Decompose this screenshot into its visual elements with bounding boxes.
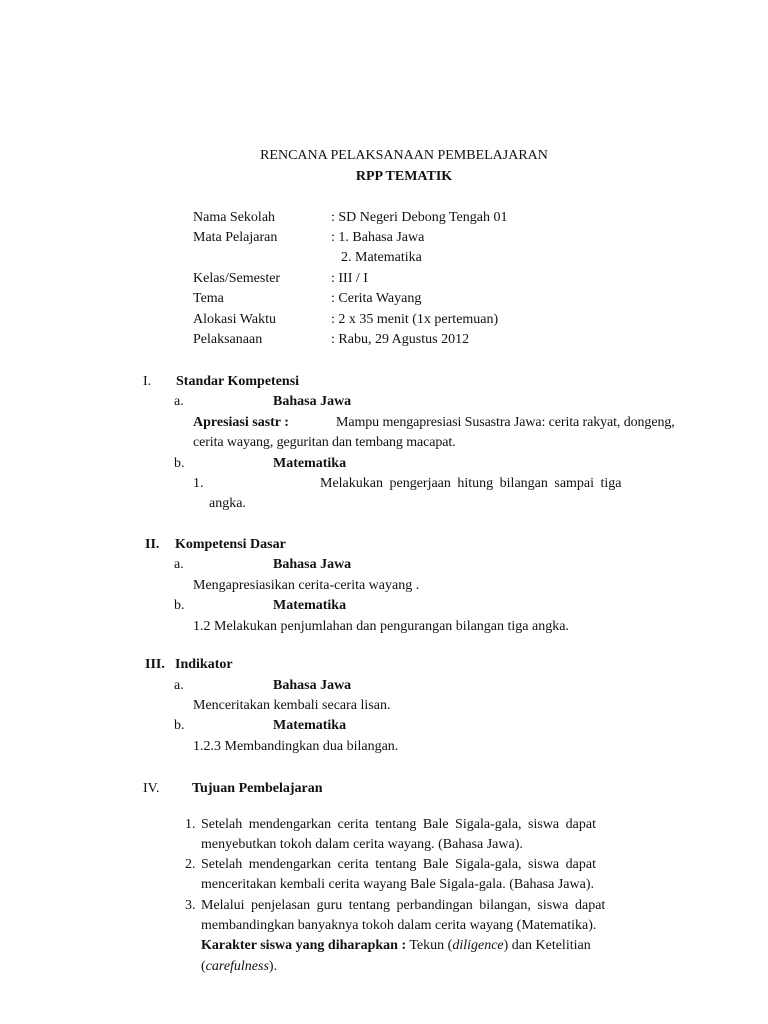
label-tema: Tema	[193, 291, 224, 306]
karakter-italic: carefulness	[205, 959, 269, 974]
item-letter: a.	[174, 678, 184, 693]
item-subject: Matematika	[273, 598, 347, 613]
item-letter: b.	[174, 598, 185, 613]
item-letter: b.	[174, 456, 185, 471]
item-letter: a.	[174, 394, 184, 409]
section-numeral: III.	[145, 657, 165, 672]
list-text: Melalui penjelasan guru tentang perbandingan bilangan, siswa dapat	[201, 898, 606, 913]
section-heading: Kompetensi Dasar	[175, 537, 286, 552]
section-heading: Indikator	[175, 657, 233, 672]
item-subject: Bahasa Jawa	[273, 394, 352, 409]
label-nama-sekolah: Nama Sekolah	[193, 210, 276, 225]
list-number: 3.	[185, 898, 196, 913]
item-subject: Matematika	[273, 456, 347, 471]
apresiasi-text: Mampu mengapresiasi Susastra Jawa: cerita rakyat, dongeng,	[336, 415, 675, 430]
karakter-line	[201, 937, 591, 955]
value-mata-pelajaran-2: 2. Matematika	[341, 250, 422, 265]
value-tema: : Cerita Wayang	[331, 291, 422, 306]
label-kelas-semester: Kelas/Semester	[193, 271, 281, 286]
karakter-text: Tekun (	[409, 938, 453, 953]
value-nama-sekolah: : SD Negeri Debong Tengah 01	[331, 210, 508, 225]
karakter-text: ) dan Ketelitian	[503, 938, 591, 953]
item-subject: Matematika	[273, 718, 347, 733]
section-numeral: I.	[143, 374, 152, 389]
section-heading: Tujuan Pembelajaran	[192, 781, 323, 796]
karakter-text: ).	[268, 959, 278, 974]
item-letter: a.	[174, 557, 184, 572]
section-numeral: II.	[145, 537, 160, 552]
list-number: 2.	[185, 857, 196, 872]
karakter-italic: diligence	[452, 938, 504, 953]
list-text: Setelah mendengarkan cerita tentang Bale Sigala-gala, siswa dapat	[201, 817, 596, 832]
value-alokasi-waktu: : 2 x 35 menit (1x pertemuan)	[331, 312, 499, 327]
item-text: Menceritakan kembali secara lisan.	[193, 698, 391, 713]
value-kelas-semester: : III / I	[331, 271, 368, 286]
list-text-2: membandingkan banyaknya tokoh dalam cerita wayang (Matematika).	[201, 918, 597, 933]
section-numeral: IV.	[143, 781, 160, 796]
item-text: 1.2.3 Membandingkan dua bilangan.	[193, 739, 399, 754]
document-subtitle: RPP TEMATIK	[355, 169, 453, 184]
value-mata-pelajaran: : 1. Bahasa Jawa	[331, 230, 425, 245]
item-subject: Bahasa Jawa	[273, 678, 352, 693]
list-number: 1.	[185, 817, 196, 832]
item-letter: b.	[174, 718, 185, 733]
list-text-2: angka.	[209, 496, 246, 511]
item-text: 1.2 Melakukan penjumlahan dan pengurangan bilangan tiga angka.	[193, 619, 569, 634]
document-title: RENCANA PELAKSANAAN PEMBELAJARAN	[260, 148, 548, 163]
value-pelaksanaan: : Rabu, 29 Agustus 2012	[331, 332, 470, 347]
karakter-label: Karakter siswa yang diharapkan :	[201, 938, 407, 953]
apresiasi-label: Apresiasi sastr :	[193, 415, 289, 430]
karakter-text: (	[201, 959, 206, 974]
item-text: Mengapresiasikan cerita-cerita wayang .	[193, 578, 420, 593]
section-heading: Standar Kompetensi	[176, 374, 300, 389]
list-text: Setelah mendengarkan cerita tentang Bale Sigala-gala, siswa dapat	[201, 857, 596, 872]
label-pelaksanaan: Pelaksanaan	[193, 332, 263, 347]
list-number: 1.	[193, 476, 204, 491]
list-text: Melakukan pengerjaan hitung bilangan sampai tiga	[320, 476, 622, 491]
item-subject: Bahasa Jawa	[273, 557, 352, 572]
list-text-2: menceritakan kembali cerita wayang Bale Sigala-gala. (Bahasa Jawa).	[201, 877, 594, 892]
label-alokasi-waktu: Alokasi Waktu	[193, 312, 276, 327]
list-text-2: menyebutkan tokoh dalam cerita wayang. (Bahasa Jawa).	[201, 837, 523, 852]
apresiasi-text-2: cerita wayang, geguritan dan tembang macapat.	[193, 435, 456, 450]
label-mata-pelajaran: Mata Pelajaran	[193, 230, 278, 245]
karakter-line-2	[201, 958, 277, 976]
